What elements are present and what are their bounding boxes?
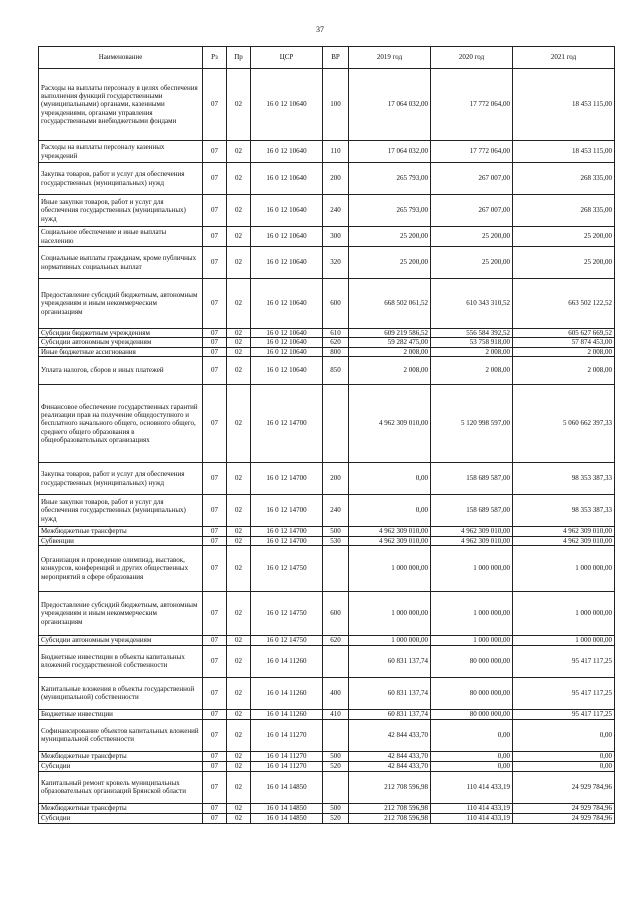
row-name: Социальные выплаты гражданам, кроме публичных нормативных социальных выплат — [39, 247, 203, 279]
header-row — [39, 47, 615, 69]
row-pr: 02 — [227, 527, 251, 536]
table-row — [39, 279, 615, 329]
row-vr: 400 — [323, 677, 349, 709]
row-vr — [323, 719, 349, 751]
row-vr: 320 — [323, 247, 349, 279]
row-rz: 07 — [203, 279, 227, 329]
row-2020: 110 414 433,19 — [431, 771, 513, 803]
row-rz: 07 — [203, 635, 227, 645]
row-2021: 268 335,00 — [513, 195, 615, 227]
row-2020: 1 000 000,00 — [431, 545, 513, 591]
row-rz: 07 — [203, 677, 227, 709]
table-row — [39, 141, 615, 163]
row-2021: 24 929 784,96 — [513, 803, 615, 813]
row-pr: 02 — [227, 279, 251, 329]
row-2020: 53 758 918,00 — [431, 338, 513, 347]
header-pr: Пр — [227, 47, 251, 69]
row-2020: 158 689 587,00 — [431, 463, 513, 495]
table-row — [39, 69, 615, 141]
table-row — [39, 495, 615, 527]
row-name: Иные закупки товаров, работ и услуг для обеспечения государственных (муниципальных) нужд — [39, 495, 203, 527]
row-name: Межбюджетные трансферты — [39, 751, 203, 761]
row-2020: 25 200,00 — [431, 227, 513, 247]
row-pr: 02 — [227, 329, 251, 338]
row-pr: 02 — [227, 195, 251, 227]
row-rz: 07 — [203, 385, 227, 463]
row-csr: 16 0 12 10640 — [251, 329, 323, 338]
row-rz: 07 — [203, 495, 227, 527]
row-csr: 16 0 12 14700 — [251, 527, 323, 536]
row-2019: 4 962 309 010,00 — [349, 385, 431, 463]
row-2020: 1 000 000,00 — [431, 635, 513, 645]
row-vr: 240 — [323, 195, 349, 227]
table-row — [39, 751, 615, 761]
row-csr: 16 0 14 11270 — [251, 751, 323, 761]
row-name: Субсидии бюджетным учреждениям — [39, 329, 203, 338]
row-2020: 2 008,00 — [431, 347, 513, 356]
row-name: Софинансирование объектов капитальных вложений муниципальной собственности — [39, 719, 203, 751]
page-number: 37 — [316, 25, 324, 34]
row-rz: 07 — [203, 803, 227, 813]
row-2021: 4 962 309 010,00 — [513, 527, 615, 536]
row-csr: 16 0 12 14700 — [251, 385, 323, 463]
row-2020: 556 584 392,52 — [431, 329, 513, 338]
row-rz: 07 — [203, 527, 227, 536]
row-vr: 600 — [323, 279, 349, 329]
row-2020: 610 343 310,52 — [431, 279, 513, 329]
row-vr: 520 — [323, 761, 349, 771]
row-csr: 16 0 12 14700 — [251, 463, 323, 495]
row-rz: 07 — [203, 338, 227, 347]
row-2019: 265 793,00 — [349, 195, 431, 227]
row-rz: 07 — [203, 591, 227, 635]
row-vr: 500 — [323, 527, 349, 536]
row-name: Межбюджетные трансферты — [39, 803, 203, 813]
table-row — [39, 536, 615, 545]
row-name: Субсидии автономным учреждениям — [39, 338, 203, 347]
header-2020: 2020 год — [431, 47, 513, 69]
header-csr: ЦСР — [251, 47, 323, 69]
row-vr: 110 — [323, 141, 349, 163]
row-2019: 0,00 — [349, 495, 431, 527]
table-row — [39, 591, 615, 635]
row-pr: 02 — [227, 247, 251, 279]
table-row — [39, 329, 615, 338]
header-2019: 2019 год — [349, 47, 431, 69]
row-2019: 42 844 433,70 — [349, 761, 431, 771]
row-csr: 16 0 14 11270 — [251, 719, 323, 751]
row-2020: 80 000 000,00 — [431, 677, 513, 709]
row-csr: 16 0 14 11260 — [251, 677, 323, 709]
row-csr: 16 0 12 10640 — [251, 357, 323, 385]
row-pr: 02 — [227, 803, 251, 813]
row-pr: 02 — [227, 751, 251, 761]
row-vr: 410 — [323, 709, 349, 719]
row-2019: 1 000 000,00 — [349, 545, 431, 591]
row-2020: 0,00 — [431, 751, 513, 761]
table-row — [39, 709, 615, 719]
row-2019: 2 008,00 — [349, 347, 431, 356]
row-vr: 200 — [323, 163, 349, 195]
row-2019: 609 219 586,52 — [349, 329, 431, 338]
row-name: Субвенции — [39, 536, 203, 545]
row-csr: 16 0 14 11260 — [251, 709, 323, 719]
row-2019: 25 200,00 — [349, 227, 431, 247]
row-pr: 02 — [227, 709, 251, 719]
row-vr — [323, 771, 349, 803]
row-csr: 16 0 14 14850 — [251, 803, 323, 813]
row-vr: 500 — [323, 803, 349, 813]
header-2021: 2021 год — [513, 47, 615, 69]
row-2019: 212 708 596,98 — [349, 803, 431, 813]
row-2021: 95 417 117,25 — [513, 677, 615, 709]
table-row — [39, 163, 615, 195]
row-vr: 520 — [323, 813, 349, 823]
row-vr: 610 — [323, 329, 349, 338]
row-pr: 02 — [227, 347, 251, 356]
row-pr: 02 — [227, 463, 251, 495]
row-vr: 620 — [323, 635, 349, 645]
row-csr: 16 0 12 10640 — [251, 163, 323, 195]
row-name: Социальное обеспечение и иные выплаты населению — [39, 227, 203, 247]
row-rz: 07 — [203, 536, 227, 545]
row-rz: 07 — [203, 247, 227, 279]
table-row — [39, 635, 615, 645]
row-pr: 02 — [227, 141, 251, 163]
row-rz: 07 — [203, 761, 227, 771]
row-rz: 07 — [203, 357, 227, 385]
row-rz: 07 — [203, 347, 227, 356]
row-2021: 25 200,00 — [513, 227, 615, 247]
row-name: Субсидии — [39, 761, 203, 771]
row-2019: 212 708 596,98 — [349, 771, 431, 803]
row-name: Капитальные вложения в объекты государственной (муниципальной) собственности — [39, 677, 203, 709]
row-name: Иные бюджетные ассигнования — [39, 347, 203, 356]
row-pr: 02 — [227, 645, 251, 677]
row-2020: 1 000 000,00 — [431, 591, 513, 635]
row-csr: 16 0 12 10640 — [251, 247, 323, 279]
row-name: Организация и проведение олимпиад, выставок, конкурсов, конференций и других общественных мероприятий в сфере образования — [39, 545, 203, 591]
table-row — [39, 719, 615, 751]
row-csr: 16 0 12 10640 — [251, 141, 323, 163]
table-row — [39, 645, 615, 677]
row-rz: 07 — [203, 141, 227, 163]
row-csr: 16 0 12 10640 — [251, 347, 323, 356]
row-pr: 02 — [227, 677, 251, 709]
row-pr: 02 — [227, 545, 251, 591]
row-2021: 24 929 784,96 — [513, 771, 615, 803]
table-row — [39, 771, 615, 803]
row-name: Предоставление субсидий бюджетным, автономным учреждениям и иным некоммерческим организациям — [39, 279, 203, 329]
row-name: Расходы на выплаты персоналу казенных учреждений — [39, 141, 203, 163]
table-row — [39, 813, 615, 823]
row-name: Предоставление субсидий бюджетным, автономным учреждениям и иным некоммерческим организациям — [39, 591, 203, 635]
row-2019: 60 831 137,74 — [349, 645, 431, 677]
row-2020: 80 000 000,00 — [431, 645, 513, 677]
table-row — [39, 761, 615, 771]
budget-table — [38, 46, 615, 824]
row-2021: 1 000 000,00 — [513, 635, 615, 645]
table-row — [39, 545, 615, 591]
table-row — [39, 677, 615, 709]
row-2020: 158 689 587,00 — [431, 495, 513, 527]
row-rz: 07 — [203, 195, 227, 227]
row-vr: 200 — [323, 463, 349, 495]
row-2021: 95 417 117,25 — [513, 645, 615, 677]
row-name: Субсидии — [39, 813, 203, 823]
row-2020: 267 007,00 — [431, 163, 513, 195]
row-2019: 17 064 032,00 — [349, 69, 431, 141]
row-2021: 5 060 662 397,33 — [513, 385, 615, 463]
row-2020: 110 414 433,19 — [431, 813, 513, 823]
row-pr: 02 — [227, 69, 251, 141]
row-vr: 800 — [323, 347, 349, 356]
row-pr: 02 — [227, 357, 251, 385]
row-2021: 0,00 — [513, 719, 615, 751]
row-pr: 02 — [227, 536, 251, 545]
row-2021: 24 929 784,96 — [513, 813, 615, 823]
header-name: Наименование — [39, 47, 203, 69]
row-csr: 16 0 12 10640 — [251, 338, 323, 347]
row-vr: 240 — [323, 495, 349, 527]
row-csr: 16 0 14 14850 — [251, 813, 323, 823]
row-name: Бюджетные инвестиции — [39, 709, 203, 719]
row-2021: 2 008,00 — [513, 357, 615, 385]
row-2020: 110 414 433,19 — [431, 803, 513, 813]
row-vr: 620 — [323, 338, 349, 347]
header-rz: Рз — [203, 47, 227, 69]
row-rz: 07 — [203, 463, 227, 495]
row-name: Иные закупки товаров, работ и услуг для обеспечения государственных (муниципальных) нужд — [39, 195, 203, 227]
row-2019: 42 844 433,70 — [349, 751, 431, 761]
row-2021: 0,00 — [513, 751, 615, 761]
row-2020: 17 772 064,00 — [431, 141, 513, 163]
row-2021: 1 000 000,00 — [513, 591, 615, 635]
row-name: Субсидии автономным учреждениям — [39, 635, 203, 645]
row-name: Финансовое обеспечение государственных гарантий реализации прав на получение общедоступного и бесплатного начального общего, основного общего, среднего общего образования в общеобразовательных организациях — [39, 385, 203, 463]
row-2019: 4 962 309 010,00 — [349, 536, 431, 545]
row-2019: 17 064 032,00 — [349, 141, 431, 163]
row-2021: 2 008,00 — [513, 347, 615, 356]
row-2021: 0,00 — [513, 761, 615, 771]
table-row — [39, 247, 615, 279]
row-vr: 300 — [323, 227, 349, 247]
row-name: Закупка товаров, работ и услуг для обеспечения государственных (муниципальных) нужд — [39, 163, 203, 195]
row-name: Межбюджетные трансферты — [39, 527, 203, 536]
row-csr: 16 0 12 14750 — [251, 591, 323, 635]
table-row — [39, 527, 615, 536]
row-2021: 4 962 309 010,00 — [513, 536, 615, 545]
row-rz: 07 — [203, 751, 227, 761]
row-pr: 02 — [227, 761, 251, 771]
row-csr: 16 0 12 10640 — [251, 69, 323, 141]
table-row — [39, 227, 615, 247]
table-row — [39, 463, 615, 495]
row-2021: 18 453 115,00 — [513, 141, 615, 163]
row-2020: 25 200,00 — [431, 247, 513, 279]
row-rz: 07 — [203, 69, 227, 141]
row-rz: 07 — [203, 227, 227, 247]
row-pr: 02 — [227, 813, 251, 823]
row-vr — [323, 385, 349, 463]
row-name: Уплата налогов, сборов и иных платежей — [39, 357, 203, 385]
row-csr: 16 0 12 14700 — [251, 495, 323, 527]
row-2021: 98 353 387,33 — [513, 495, 615, 527]
row-2021: 95 417 117,25 — [513, 709, 615, 719]
row-rz: 07 — [203, 813, 227, 823]
row-2020: 4 962 309 010,00 — [431, 536, 513, 545]
row-csr: 16 0 12 14700 — [251, 536, 323, 545]
row-2021: 18 453 115,00 — [513, 69, 615, 141]
row-2020: 4 962 309 010,00 — [431, 527, 513, 536]
row-vr — [323, 645, 349, 677]
row-2021: 605 627 669,52 — [513, 329, 615, 338]
row-pr: 02 — [227, 227, 251, 247]
table-row — [39, 385, 615, 463]
row-pr: 02 — [227, 719, 251, 751]
row-2019: 60 831 137,74 — [349, 709, 431, 719]
row-2021: 98 353 387,33 — [513, 463, 615, 495]
row-2021: 25 200,00 — [513, 247, 615, 279]
row-2019: 668 502 061,52 — [349, 279, 431, 329]
row-2020: 5 120 998 597,00 — [431, 385, 513, 463]
table-row — [39, 195, 615, 227]
table-row — [39, 357, 615, 385]
row-rz: 07 — [203, 719, 227, 751]
row-2019: 212 708 596,98 — [349, 813, 431, 823]
table-row — [39, 347, 615, 356]
row-rz: 07 — [203, 329, 227, 338]
row-2020: 0,00 — [431, 761, 513, 771]
row-2021: 57 874 453,00 — [513, 338, 615, 347]
row-vr: 530 — [323, 536, 349, 545]
row-name: Расходы на выплаты персоналу в целях обеспечения выполнения функций государственными (муниципальными) органами, казенными учреждениями, органами управления государственными внебюджетными фондами — [39, 69, 203, 141]
table-row — [39, 803, 615, 813]
row-csr: 16 0 12 10640 — [251, 195, 323, 227]
row-rz: 07 — [203, 645, 227, 677]
row-2019: 265 793,00 — [349, 163, 431, 195]
row-2020: 2 008,00 — [431, 357, 513, 385]
row-vr — [323, 545, 349, 591]
row-2021: 268 335,00 — [513, 163, 615, 195]
row-name: Закупка товаров, работ и услуг для обеспечения государственных (муниципальных) нужд — [39, 463, 203, 495]
row-csr: 16 0 12 10640 — [251, 279, 323, 329]
row-name: Бюджетные инвестиции в объекты капитальных вложений государственной собственности — [39, 645, 203, 677]
row-2019: 4 962 309 010,00 — [349, 527, 431, 536]
row-csr: 16 0 14 11260 — [251, 645, 323, 677]
row-rz: 07 — [203, 545, 227, 591]
row-pr: 02 — [227, 163, 251, 195]
row-pr: 02 — [227, 591, 251, 635]
row-2020: 267 007,00 — [431, 195, 513, 227]
row-2020: 0,00 — [431, 719, 513, 751]
row-2020: 17 772 064,00 — [431, 69, 513, 141]
row-2019: 1 000 000,00 — [349, 591, 431, 635]
row-rz: 07 — [203, 163, 227, 195]
row-pr: 02 — [227, 385, 251, 463]
row-vr: 100 — [323, 69, 349, 141]
row-pr: 02 — [227, 338, 251, 347]
row-2019: 59 282 475,00 — [349, 338, 431, 347]
row-vr: 500 — [323, 751, 349, 761]
row-2019: 60 831 137,74 — [349, 677, 431, 709]
row-rz: 07 — [203, 771, 227, 803]
row-name: Капитальный ремонт кровель муниципальных образовательных организаций Брянской области — [39, 771, 203, 803]
row-pr: 02 — [227, 771, 251, 803]
row-2019: 25 200,00 — [349, 247, 431, 279]
row-pr: 02 — [227, 495, 251, 527]
row-csr: 16 0 12 14750 — [251, 545, 323, 591]
row-2019: 0,00 — [349, 463, 431, 495]
row-rz: 07 — [203, 709, 227, 719]
row-csr: 16 0 14 14850 — [251, 771, 323, 803]
row-2019: 2 008,00 — [349, 357, 431, 385]
row-csr: 16 0 12 14750 — [251, 635, 323, 645]
row-2021: 663 502 122,52 — [513, 279, 615, 329]
row-2021: 1 000 000,00 — [513, 545, 615, 591]
row-2019: 1 000 000,00 — [349, 635, 431, 645]
header-vr: ВР — [323, 47, 349, 69]
row-vr: 600 — [323, 591, 349, 635]
row-2019: 42 844 433,70 — [349, 719, 431, 751]
row-vr: 850 — [323, 357, 349, 385]
table-row — [39, 338, 615, 347]
row-2020: 80 000 000,00 — [431, 709, 513, 719]
row-csr: 16 0 12 10640 — [251, 227, 323, 247]
row-csr: 16 0 14 11270 — [251, 761, 323, 771]
row-pr: 02 — [227, 635, 251, 645]
